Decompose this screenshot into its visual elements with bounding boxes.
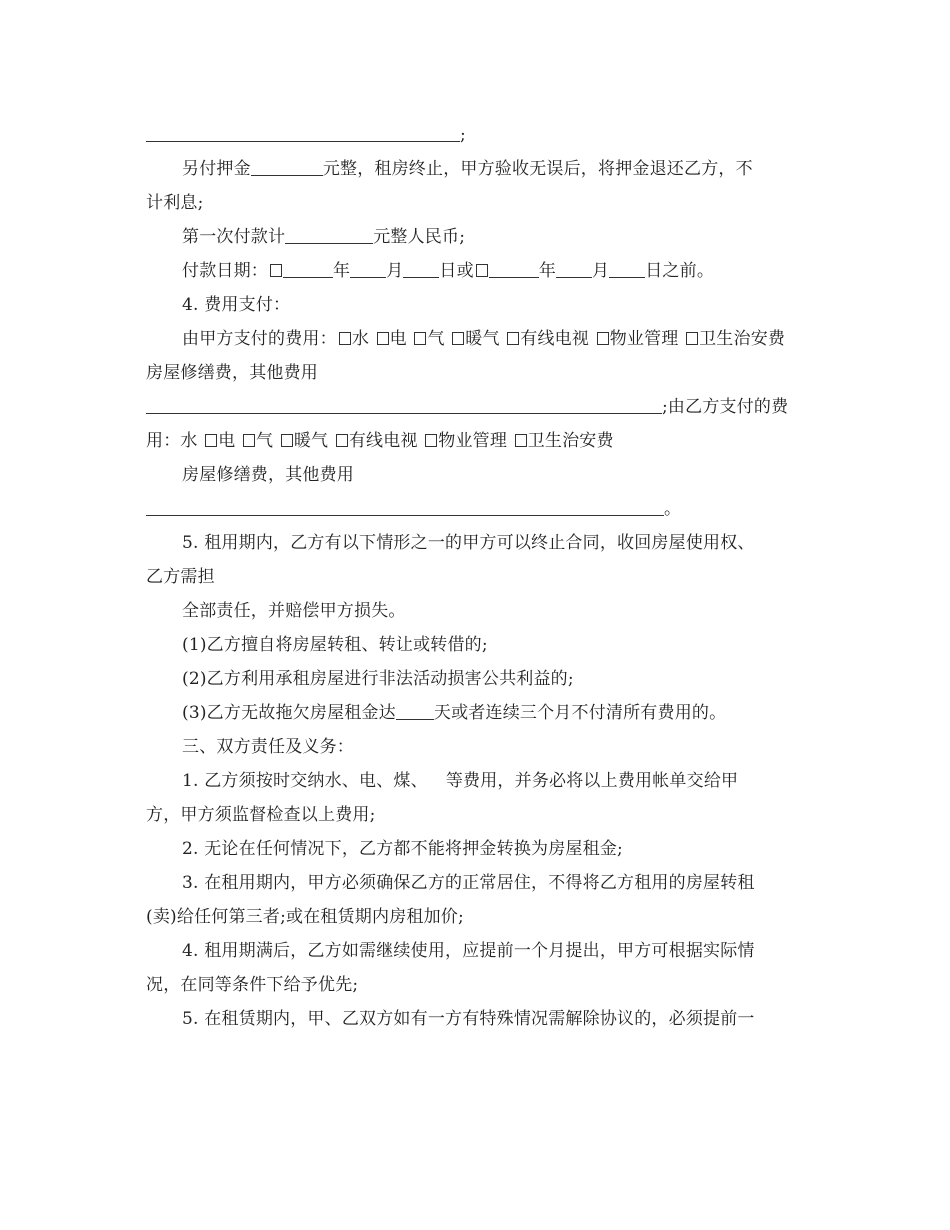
line-blank-end: ;: [146, 118, 806, 152]
checkbox-icon: [425, 434, 437, 447]
duty-3: 3. 在租用期内，甲方必须确保乙方的正常居住，不得将乙方租用的房屋转租: [182, 873, 755, 893]
termination-responsibility: 全部责任，并赔偿甲方损失。: [182, 601, 406, 621]
deposit-line: 另付押金 元整，租房终止，甲方验收无误后，将押金退还乙方，不: [146, 152, 806, 186]
checkbox-icon: [686, 332, 698, 345]
party-a-repair-line: 房屋修缮费，其他费用: [146, 363, 318, 383]
checkbox-icon: [414, 332, 426, 345]
duty-1-cont: 方，甲方须监督检查以上费用;: [146, 805, 376, 825]
checkbox-icon: [243, 434, 255, 447]
party-b-fees-line: 用：水 电 气 暖气 有线电视 物业管理 卫生治安费: [146, 431, 614, 451]
duty-3-cont: (卖)给任何第三者;或在租赁期内房租加价;: [146, 907, 464, 927]
duty-1: 1. 乙方须按时交纳水、电、煤、 等费用，并务必将以上费用帐单交给甲: [182, 771, 739, 791]
checkbox-icon: [452, 332, 464, 345]
checkbox-icon: [507, 332, 519, 345]
checkbox-icon: [515, 434, 527, 447]
duty-5: 5. 在租赁期内，甲、乙双方如有一方有特殊情况需解除协议的，必须提前一: [182, 1009, 755, 1029]
other-fees-blank: [146, 495, 664, 516]
first-payment-line: 第一次付款计 元整人民币;: [146, 220, 806, 254]
deposit-line-cont: 计利息;: [146, 193, 204, 213]
termination-heading-cont: 乙方需担: [146, 567, 215, 587]
checkbox-icon: [597, 332, 609, 345]
party-a-fees-line: 由甲方支付的费用： 水 电 气 暖气 有线电视 物业管理 卫生治安费: [182, 329, 786, 349]
termination-item-3: (3)乙方无故拖欠房屋租金达 天或者连续三个月不付清所有费用的。: [146, 696, 806, 730]
party-b-other-blank-line: 。: [146, 492, 806, 526]
party-b-repair-line: 房屋修缮费，其他费用: [182, 465, 354, 485]
termination-heading: 5. 租用期内，乙方有以下情形之一的甲方可以终止合同，收回房屋使用权、: [182, 533, 755, 553]
days-blank: [396, 699, 434, 720]
checkbox-icon: [270, 264, 282, 277]
contract-page: [146, 118, 806, 1036]
fees-heading: 4. 费用支付：: [182, 295, 291, 315]
checkbox-icon: [476, 264, 488, 277]
fill-blank: [146, 121, 460, 142]
duty-2: 2. 无论在任何情况下，乙方都不能将押金转换为房屋租金;: [182, 839, 623, 859]
first-payment-blank: [285, 223, 373, 244]
checkbox-icon: [339, 332, 351, 345]
payment-date-line: 付款日期： 年 月 日或 年 月 日之前。: [146, 254, 806, 288]
other-fees-blank: [146, 393, 662, 414]
termination-item-2: (2)乙方利用承租房屋进行非法活动损害公共利益的;: [182, 669, 574, 689]
checkbox-icon: [377, 332, 389, 345]
checkbox-icon: [336, 434, 348, 447]
checkbox-icon: [281, 434, 293, 447]
duty-4: 4. 租用期满后，乙方如需继续使用，应提前一个月提出，甲方可根据实际情: [182, 941, 755, 961]
duties-heading: 三、双方责任及义务：: [182, 737, 354, 757]
termination-item-1: (1)乙方擅自将房屋转租、转让或转借的;: [182, 635, 488, 655]
duty-4-cont: 况，在同等条件下给予优先;: [146, 975, 359, 995]
party-b-fees-intro: ;由乙方支付的费: [146, 390, 806, 424]
deposit-blank: [251, 155, 323, 176]
checkbox-icon: [205, 434, 217, 447]
